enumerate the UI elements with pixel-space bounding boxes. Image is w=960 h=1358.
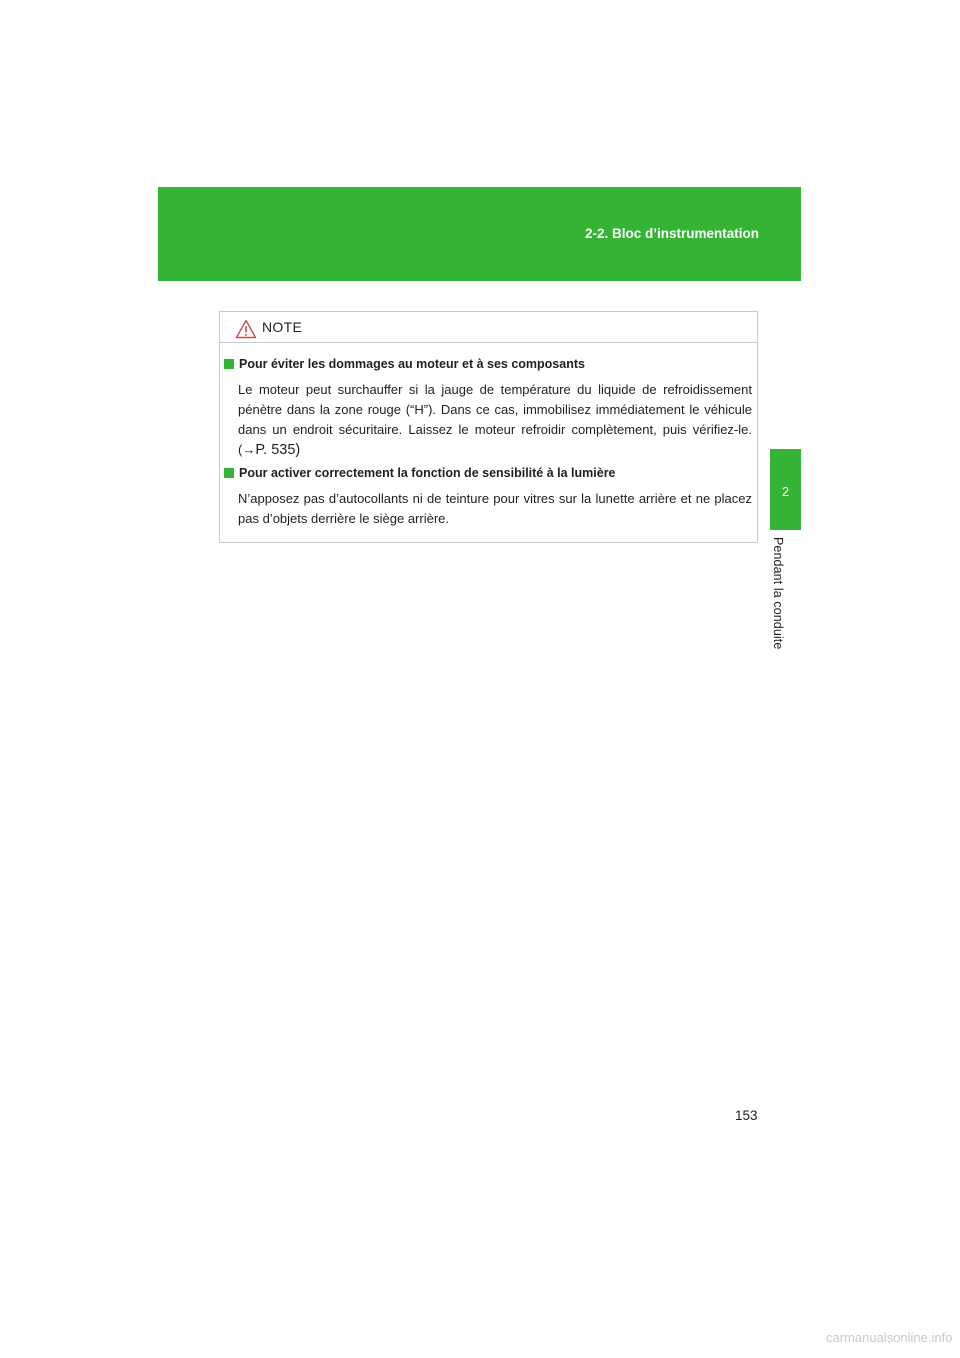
page-reference-text: P. 535 — [255, 442, 296, 458]
note-title: NOTE — [262, 319, 303, 335]
chapter-tab — [770, 449, 801, 530]
section-body — [224, 380, 752, 460]
note-box — [219, 311, 758, 543]
chapter-number: 2 — [781, 484, 790, 499]
square-bullet-icon — [224, 359, 234, 369]
page-number: 153 — [735, 1108, 758, 1123]
watermark: carmanualsonline.info — [826, 1330, 953, 1345]
ref-open-paren: ( — [238, 442, 243, 457]
ref-close-paren: ) — [295, 442, 301, 458]
chapter-label-container — [772, 537, 798, 669]
section-body-text: N’apposez pas d’autocollants ni de teinture pour vitres sur la lunette arrière et ne placez pas d’objets derrière le siège arrière. — [238, 491, 752, 526]
warning-triangle-icon — [235, 319, 257, 339]
square-bullet-icon — [224, 468, 234, 478]
section-header-band — [158, 187, 801, 281]
section-body — [224, 489, 752, 529]
section-heading — [224, 356, 752, 373]
arrow-right-icon: → — [242, 442, 256, 457]
section-heading — [224, 465, 752, 482]
note-header — [220, 312, 757, 343]
page-reference[interactable] — [238, 442, 300, 457]
chapter-label: Pendant la conduite — [771, 537, 785, 650]
section-heading-text: Pour activer correctement la fonction de sensibilité à la lumière — [239, 466, 616, 480]
note-section-engine-damage — [224, 356, 752, 460]
section-heading-text: Pour éviter les dommages au moteur et à ses composants — [239, 357, 585, 371]
section-body-text: Le moteur peut surchauffer si la jauge de température du liquide de refroidissement pénètre dans la zone rouge (“H”). Dans ce cas, immobilisez immédiatement le véhicule dans un endroit sécuritaire. Laissez le moteur refroidir complètement, puis vérifiez-le. — [238, 382, 752, 437]
section-title: 2-2. Bloc d’instrumentation — [584, 226, 759, 241]
note-section-light-sensor — [224, 465, 752, 529]
